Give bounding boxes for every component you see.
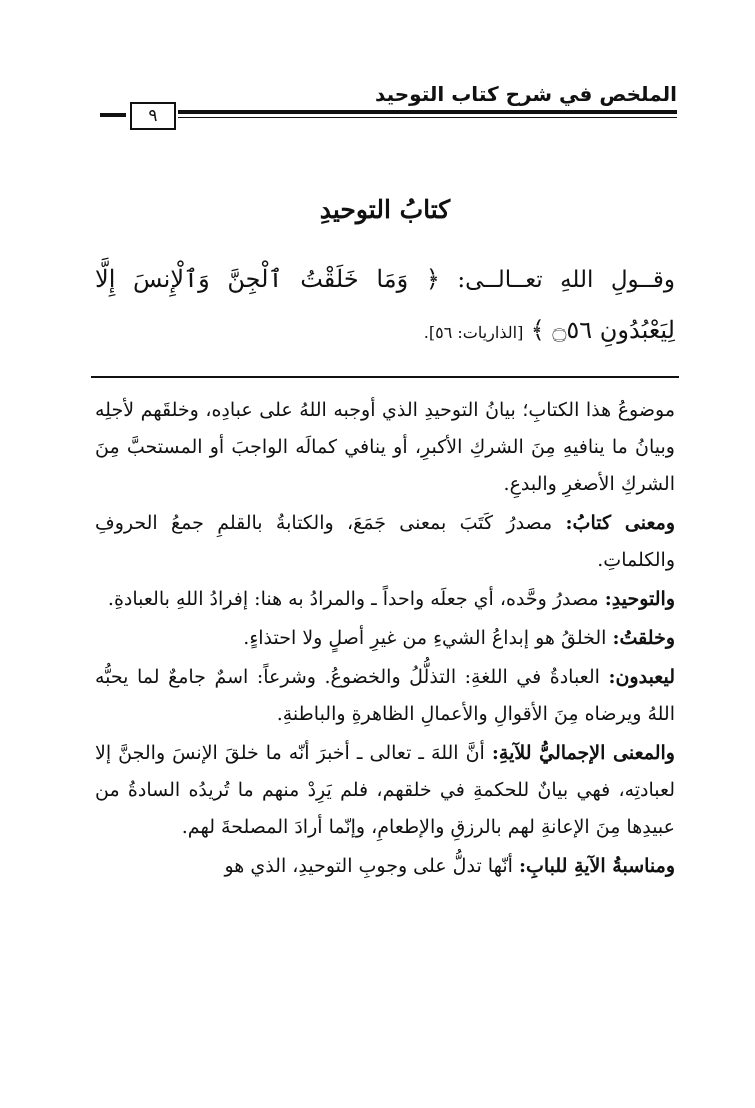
header-rule-thick: [178, 110, 677, 114]
paragraph-text: مصدرُ كَتَبَ بمعنى جَمَعَ، والكتابةُ بالقلمِ جمعُ الحروفِ والكلماتِ.: [95, 512, 675, 571]
paragraph: [95, 581, 675, 618]
paragraph: [95, 659, 675, 733]
paragraph-text: أنّها تدلُّ على وجوبِ التوحيدِ، الذي هو: [224, 855, 513, 877]
paragraph-text: موضوعُ هذا الكتابِ؛ بيانُ التوحيدِ الذي أوجبه اللهُ على عبادِه، وخلقَهم لأجلِه وبيانُ ما ينافيهِ مِنَ الشركِ الأكبرِ، أو ينافي كمالَه الواجبَ أو المستحبَّ مِنَ الشركِ الأصغرِ والبدعِ.: [95, 399, 675, 495]
paragraph-text: أنَّ اللهَ ـ تعالى ـ أخبرَ أنّه ما خلقَ الإنسَ والجنَّ إلا لعبادتِه، فهي بيانٌ للحكمةِ في خلقهم، فلم يَرِدْ منهم ما تُريدُه السادةُ من عبيدِها مِنَ الإعانةِ لهم بالرزقِ والإطعامِ، وإنّما أرادَ المصلحةَ لهم.: [95, 742, 675, 838]
running-title: الملخص في شرح كتاب التوحيد: [375, 82, 677, 106]
paragraph: [95, 620, 675, 657]
paragraph-term: ليعبدون:: [608, 666, 675, 688]
section-divider: [91, 376, 679, 378]
paragraph-term: ومناسبةُ الآيةِ للبابِ:: [518, 855, 675, 877]
paragraph-text: العبادةُ في اللغةِ: التذلُّلُ والخضوعُ. وشرعاً: اسمٌ جامعٌ لما يحبُّه اللهُ ويرضاه مِنَ الأقوالِ والأعمالِ الظاهرةِ والباطنةِ.: [95, 666, 675, 725]
verse-text: ﴿ وَمَا خَلَقْتُ ٱلْجِنَّ وَٱلْإِنسَ إِلَّا لِيَعْبُدُونِ ۝٥٦ ﴾: [95, 265, 675, 344]
paragraph-text: الخلقُ هو إبداعُ الشيءِ من غيرِ أصلٍ ولا احتذاءٍ.: [243, 627, 607, 649]
paragraph: [95, 505, 675, 579]
header-rule-left: [100, 113, 126, 117]
header-rule-thin: [178, 117, 677, 118]
verse-reference: [الذاريات: ٥٦].: [423, 323, 524, 342]
paragraph-text: مصدرُ وحَّده، أي جعلَه واحداً ـ والمرادُ به هنا: إفرادُ اللهِ بالعبادةِ.: [107, 588, 599, 610]
paragraph: [95, 735, 675, 846]
paragraph-term: ومعنى كتابُ:: [565, 512, 676, 534]
paragraph-term: والمعنى الإجماليُّ للآيةِ:: [491, 742, 675, 764]
verse-intro: وقــولِ اللهِ تعــالــى:: [457, 267, 675, 293]
page-body: [95, 195, 675, 887]
paragraph-term: وخلقتُ:: [612, 627, 675, 649]
page-header: [100, 78, 677, 133]
paragraph: [95, 392, 675, 503]
chapter-title: كتابُ التوحيدِ: [319, 195, 451, 224]
paragraph: [95, 848, 675, 885]
paragraph-term: والتوحيدِ:: [604, 588, 675, 610]
quran-verse: [95, 254, 675, 358]
page-number: ٩: [130, 102, 176, 130]
